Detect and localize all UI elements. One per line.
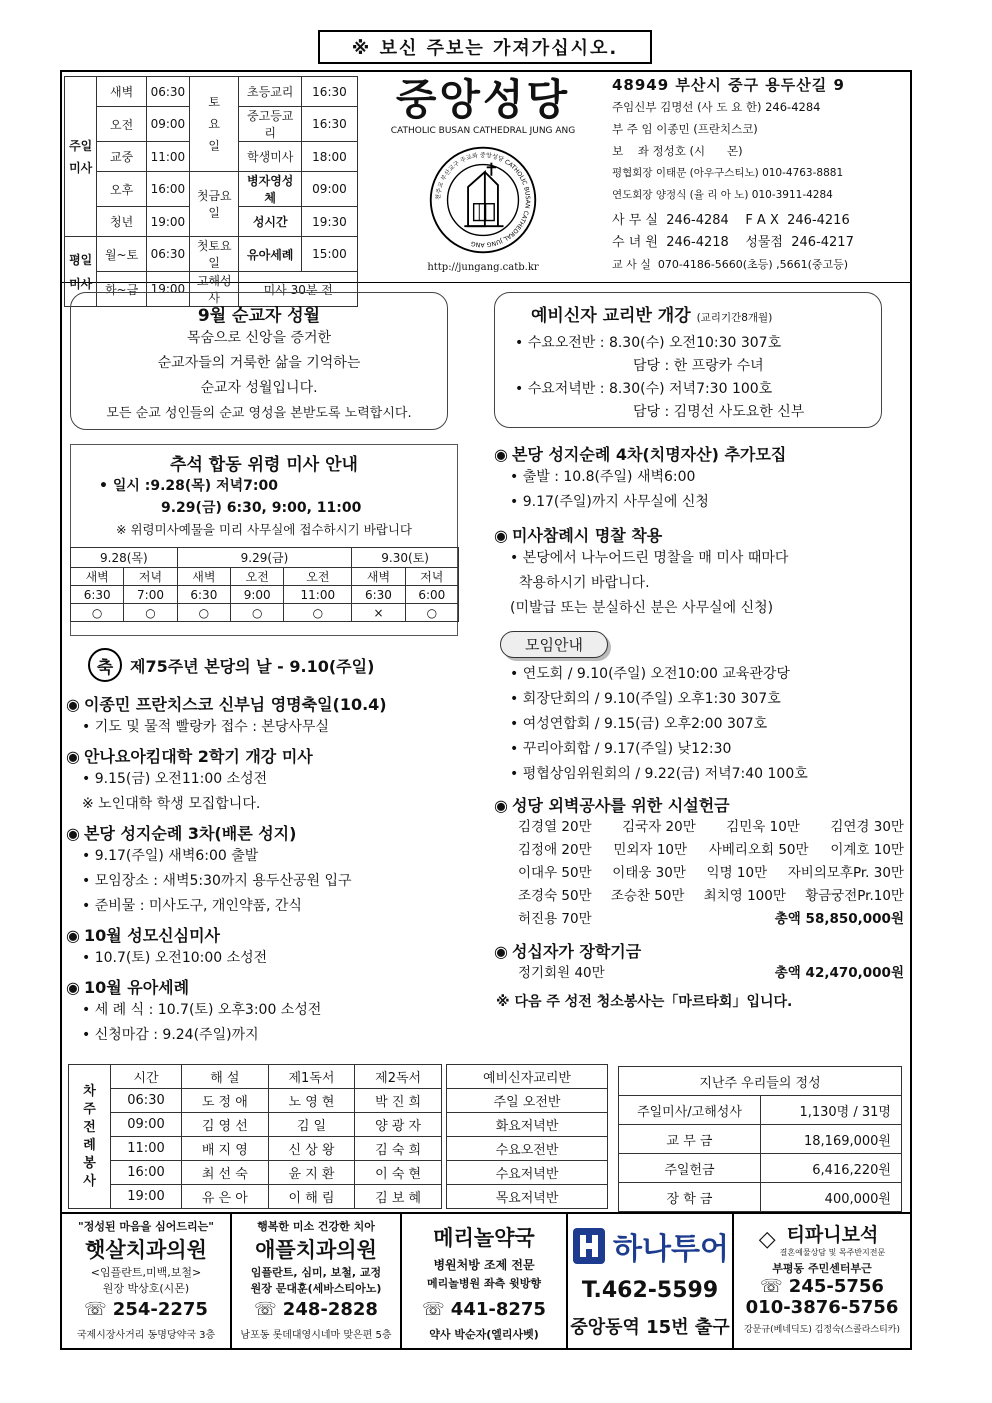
- meeting-item: • 회장단회의 / 9.10(주일) 오후1:30 307호: [510, 691, 781, 707]
- chuseok-title: 추석 합동 위령 미사 안내: [170, 455, 358, 475]
- mass-name: 병자영성체: [239, 172, 301, 207]
- slot-name: 저녁: [405, 568, 458, 586]
- contact-info: [612, 74, 908, 276]
- ad-hanatour: [568, 1214, 734, 1348]
- martyr-line: 순교자 성월입니다.: [200, 380, 318, 396]
- announcement-item: ※ 노인대학 학생 모집합니다.: [82, 796, 261, 812]
- mass-name: 오후: [97, 172, 147, 207]
- website-url[interactable]: http://jungang.catb.kr: [427, 262, 539, 273]
- announcement: [494, 442, 904, 515]
- announcement-title: 미사참례시 명찰 착용: [511, 526, 663, 545]
- mass-schedule-table: [64, 76, 358, 307]
- martyr-last-line: 모든 순교 성인들의 순교 영성을 본받도록 노력합시다.: [106, 406, 412, 421]
- slot-time: 6:30: [352, 586, 405, 604]
- ad-name: 햇살치과의원: [85, 1238, 207, 1262]
- donor: 허진용 70만: [518, 911, 592, 927]
- column-header: 제1독서: [268, 1065, 355, 1089]
- slot-mark: ○: [71, 604, 124, 622]
- church-english-name: CATHOLIC BUSAN CATHEDRAL JUNG ANG: [390, 126, 576, 136]
- announcement: [66, 975, 486, 1048]
- donor: 조승찬 50만: [610, 888, 685, 904]
- ad-owner: 메리놀병원 좌측 윗방향: [427, 1277, 541, 1290]
- column-header: 해 설: [182, 1065, 269, 1089]
- cell: 양 광 자: [355, 1113, 442, 1137]
- office-phone: 사 무 실 246-4284 F A X 246-4216: [612, 213, 850, 228]
- announcement-item: • 기도 및 물적 빨랑카 접수 : 본당사무실: [82, 719, 329, 735]
- catechumen-period: (교리기간8개월): [696, 312, 773, 324]
- first-friday-label: 첫금요일: [189, 172, 239, 237]
- cell: 배 지 영: [182, 1137, 269, 1161]
- announcement-item: (미발급 또는 분실하신 분은 사무실에 신청): [510, 600, 774, 616]
- ad-address: 약사 박순자(엘리사벳): [429, 1328, 539, 1341]
- announcement-item: • 본당에서 나누어드린 명찰을 매 미사 때마다: [510, 550, 789, 566]
- ad-owner: 원장 문대훈(세바스티아노): [250, 1282, 382, 1295]
- cell: 6,416,220원: [761, 1154, 902, 1183]
- mass-name: 초등교리: [239, 77, 301, 107]
- cell: 목요저녁반: [447, 1185, 608, 1209]
- cell: 18,169,000원: [761, 1125, 902, 1154]
- slot-time: 7:00: [124, 586, 177, 604]
- ad-name: 티파니보석: [786, 1224, 879, 1246]
- announcement-item: • 9.15(금) 오전11:00 소성전: [82, 771, 268, 787]
- announcement-title: 10월 유아세례: [83, 978, 190, 997]
- announcement: [66, 821, 486, 919]
- contact-line: 연도회장 양정식 (율 리 아 노) 010-3911-4284: [612, 189, 833, 201]
- mass-time: 06:30: [146, 77, 189, 107]
- mass-name: 오전: [97, 107, 147, 142]
- mass-name: 중고등교리: [239, 107, 301, 142]
- ad-address: 중앙동역 15번 출구: [570, 1317, 730, 1338]
- bullet-icon: ◉: [494, 526, 508, 545]
- announcement-title: 안나요아킴대학 2학기 개강 미사: [83, 747, 313, 766]
- mass-name: 학생미사: [239, 142, 301, 172]
- donor: 사베리오회 50만: [708, 842, 809, 858]
- donation-title: 성당 외벽공사를 위한 시설헌금: [511, 796, 730, 815]
- announcement-title: 본당 성지순례 3차(배론 성지): [83, 824, 297, 843]
- mass-time: 18:00: [301, 142, 357, 172]
- ad-maryknoll-pharmacy: [402, 1214, 568, 1348]
- ad-sub: 병원처방 조제 전문: [433, 1258, 535, 1272]
- bullet-icon: ◉: [66, 747, 80, 766]
- ad-apple-dental: [232, 1214, 402, 1348]
- slot-name: 오전: [284, 568, 352, 586]
- announcement-item: • 세 례 식 : 10.7(토) 오후3:00 소성전: [82, 1002, 322, 1018]
- church-seal-logo: [427, 144, 539, 256]
- mass-time: 15:00: [301, 237, 357, 272]
- donor: 민외자 10만: [613, 842, 688, 858]
- chuseok-day: 9.29(금): [177, 548, 352, 568]
- ad-owner: 부평동 주민센터부근: [772, 1262, 872, 1275]
- meeting-item: • 여성연합회 / 9.15(금) 오후2:00 307호: [510, 716, 768, 732]
- donor: 조경숙 50만: [518, 888, 592, 904]
- ad-sunshine-dental: [62, 1214, 232, 1348]
- cleaning-notice: ※ 다음 주 성전 청소봉사는「마르타회」입니다.: [496, 994, 793, 1010]
- meetings-label: 모임안내: [500, 631, 608, 658]
- donor: 이대우 50만: [518, 865, 592, 881]
- chuseok-date: 9.29(금) 6:30, 9:00, 11:00: [161, 500, 362, 516]
- bullet-icon: ◉: [66, 978, 80, 997]
- donor: 김경열 20만: [518, 819, 592, 835]
- announcement-item: • 신청마감 : 9.24(주일)까지: [82, 1027, 259, 1043]
- cell: 주일 오전반: [447, 1089, 608, 1113]
- cell: 신 상 왕: [268, 1137, 355, 1161]
- weekday-mass-label: 평일 미사: [65, 237, 97, 307]
- slot-name: 새벽: [352, 568, 405, 586]
- bullet-icon: ◉: [494, 796, 508, 815]
- donor: 자비의모후Pr. 30만: [787, 865, 904, 881]
- mass-time: 11:00: [146, 142, 189, 172]
- ad-slogan: "정성된 마음을 심어드리는": [77, 1220, 214, 1233]
- cell: 06:30: [111, 1089, 182, 1113]
- chuseok-schedule-table: [70, 547, 459, 622]
- seal-text: 천주교 부산교구 주교좌 중앙성당 CATHOLIC BUSAN CATHEDRAL JUNG ANG: [434, 152, 531, 248]
- announcement-item: • 준비물 : 미사도구, 개인약품, 간식: [82, 898, 302, 914]
- ad-sub: <임플란트,미백,보철>: [90, 1266, 202, 1279]
- mass-name: 유아세례: [239, 237, 301, 272]
- mass-time: 19:00: [146, 207, 189, 237]
- meeting-item: • 꾸리아회합 / 9.17(주일) 낮12:30: [510, 741, 732, 757]
- ad-sub: 결혼예물상담 및 목주반지전문: [779, 1248, 886, 1257]
- cell: 09:00: [111, 1113, 182, 1137]
- ad-address: 남포동 롯데대영시네마 맞은편 5층: [240, 1330, 392, 1341]
- announcement-item: 착용하시기 바랍니다.: [510, 575, 650, 591]
- martyr-title: 9월 순교자 성월: [197, 306, 321, 326]
- announcement-item: • 9.17(주일)까지 사무실에 신청: [510, 494, 709, 510]
- donor: 이계호 10만: [830, 842, 904, 858]
- cell: 이 숙 현: [355, 1161, 442, 1185]
- slot-mark: ○: [405, 604, 458, 622]
- contact-line: 주임신부 김명선 (사 도 요 한) 246-4284: [612, 100, 821, 114]
- scholarship-total: 총액 42,470,000원: [774, 965, 904, 981]
- donor: 황금궁전Pr.10만: [805, 888, 904, 904]
- convent-phone: 수 녀 원 246-4218 성물점 246-4217: [612, 235, 854, 250]
- announcement: [494, 523, 904, 621]
- chuseok-note: ※ 위령미사예물을 미리 사무실에 접수하시기 바랍니다: [116, 522, 412, 537]
- ad-name: 메리놀약국: [433, 1226, 535, 1250]
- diamond-icon: ◇: [758, 1226, 776, 1252]
- ad-phone: T.462-5599: [581, 1278, 719, 1303]
- teacher-phone: 교 사 실 070-4186-5660(초등) ,5661(중고등): [612, 258, 849, 271]
- cell: 수요저녁반: [447, 1161, 608, 1185]
- cell: 박 진 희: [355, 1089, 442, 1113]
- cell: 김 숙 희: [355, 1137, 442, 1161]
- contact-line: 평협회장 이태문 (아우구스티노) 010-4763-8881: [612, 167, 844, 179]
- mass-name: 청년: [97, 207, 147, 237]
- chuseok-day: 9.30(토): [352, 548, 459, 568]
- martyr-line: 순교자들의 거룩한 삶을 기억하는: [157, 355, 361, 371]
- ad-phone: ☏ 254-2275: [84, 1299, 208, 1320]
- cell: 11:00: [111, 1137, 182, 1161]
- ad-name: 하나투어: [613, 1232, 729, 1267]
- catechumen-class-box: [494, 292, 882, 428]
- cell: 김 보 혜: [355, 1185, 442, 1209]
- mass-name: 성시간: [239, 207, 301, 237]
- slot-name: 오전: [231, 568, 284, 586]
- slot-mark: ×: [352, 604, 405, 622]
- meeting-item: • 평협상임위원회의 / 9.22(금) 저녁7:40 100호: [510, 766, 808, 782]
- slot-mark: ○: [124, 604, 177, 622]
- mass-time: 미사 30분 전: [239, 272, 358, 307]
- slot-time: 9:00: [231, 586, 284, 604]
- slot-time: 6:30: [177, 586, 230, 604]
- meetings-list: [494, 662, 904, 787]
- catechumen-item: • 수요오전반 : 8.30(수) 오전10:30 307호: [515, 335, 782, 351]
- mass-name: 월~토: [97, 237, 147, 272]
- donor: 최치영 100만: [703, 888, 786, 904]
- column-header: 지난주 우리들의 정성: [619, 1067, 902, 1096]
- announcement-item: • 출발 : 10.8(주일) 새벽6:00: [510, 469, 696, 485]
- donor: 이태웅 30만: [612, 865, 686, 881]
- celebration-badge: 축: [88, 648, 122, 682]
- contact-line: 부 주 임 이종민 (프란치스코): [612, 122, 758, 136]
- mass-name: 교중: [97, 142, 147, 172]
- cell: 수요오전반: [447, 1137, 608, 1161]
- cell: 최 선 숙: [182, 1161, 269, 1185]
- slot-mark: ○: [177, 604, 230, 622]
- donation-total: 총액 58,850,000원: [774, 911, 904, 927]
- liturgy-service-table: [68, 1064, 442, 1209]
- catechumen-item: • 수요저녁반 : 8.30(수) 저녁7:30 100호: [515, 381, 773, 397]
- cell: 유 은 아: [182, 1185, 269, 1209]
- hanatour-logo-icon: [571, 1226, 607, 1266]
- sunday-mass-label: 주일 미사: [65, 77, 97, 237]
- martyr-month-box: [70, 292, 448, 430]
- mass-time: 19:30: [301, 207, 357, 237]
- announcement: [66, 692, 486, 740]
- cell: 1,130명 / 31명: [761, 1096, 902, 1125]
- cell: 주일미사/고해성사: [619, 1096, 761, 1125]
- saturday-label: 토 요 일: [189, 77, 239, 172]
- ad-tiffany-jewelry: [734, 1214, 910, 1348]
- offerings-table: [618, 1066, 902, 1212]
- slot-mark: ○: [231, 604, 284, 622]
- announcement-title: 본당 성지순례 4차(치명자산) 추가모집: [511, 445, 787, 464]
- cell: 주일헌금: [619, 1154, 761, 1183]
- donation-section: [494, 793, 904, 931]
- mass-name: 화~금: [97, 272, 147, 307]
- scholarship-member: 정기회원 40만: [518, 965, 605, 981]
- announcement-title: 10월 성모신심미사: [83, 926, 220, 945]
- slot-time: 11:00: [284, 586, 352, 604]
- slot-mark: ○: [284, 604, 352, 622]
- announcement: [66, 744, 486, 817]
- cell: 화요저녁반: [447, 1113, 608, 1137]
- cell: 교 무 금: [619, 1125, 761, 1154]
- catechism-class-table: [446, 1064, 608, 1209]
- mass-time: 16:30: [301, 107, 357, 142]
- mass-time: 09:00: [301, 172, 357, 207]
- column-header: 시간: [111, 1065, 182, 1089]
- slot-time: 6:30: [71, 586, 124, 604]
- donor: 익명 10만: [706, 865, 768, 881]
- chuseok-date: • 일시 :9.28(목) 저녁7:00: [99, 478, 278, 494]
- ad-phone: ☏ 248-2828: [254, 1299, 378, 1320]
- right-announcements: [494, 442, 904, 1011]
- mass-time: 19:00: [146, 272, 189, 307]
- slot-name: 새벽: [71, 568, 124, 586]
- mass-time: 16:30: [301, 77, 357, 107]
- cell: 김 영 선: [182, 1113, 269, 1137]
- ad-phone-mobile: 010-3876-5756: [745, 1297, 899, 1318]
- cell: 16:00: [111, 1161, 182, 1185]
- catechumen-teacher: 담당 : 김명선 사도요한 신부: [633, 404, 805, 420]
- mass-name: 첫토요일: [189, 237, 239, 272]
- ad-name: 애플치과의원: [255, 1238, 377, 1262]
- ad-sub: 임플란트, 심미, 보철, 교정: [250, 1266, 382, 1279]
- ad-address: 국제시장사거리 동명당약국 3층: [76, 1330, 216, 1341]
- church-address: 48949 부산시 중구 용두산길 9: [612, 76, 845, 94]
- announcement: [66, 923, 486, 971]
- column-header: 제2독서: [355, 1065, 442, 1089]
- cell: 도 정 애: [182, 1089, 269, 1113]
- church-name: 중앙성당: [395, 75, 571, 124]
- mass-name: 새벽: [97, 77, 147, 107]
- donor-list: [494, 816, 904, 931]
- catechumen-teacher: 담당 : 한 프랑카 수녀: [633, 358, 764, 374]
- donor: 김민욱 10만: [726, 819, 800, 835]
- column-header: 예비신자교리반: [447, 1065, 608, 1089]
- bullet-icon: ◉: [66, 926, 80, 945]
- bullet-icon: ◉: [66, 824, 80, 843]
- bullet-icon: ◉: [494, 942, 508, 961]
- martyr-line: 목숨으로 신앙을 증거한: [186, 330, 332, 346]
- cell: 장 학 금: [619, 1183, 761, 1212]
- cell: 19:00: [111, 1185, 182, 1209]
- donor: 김연경 30만: [830, 819, 904, 835]
- chuseok-memorial-mass-box: [70, 444, 458, 636]
- ad-phone: ☏ 245-5756: [760, 1276, 884, 1297]
- announcement-item: • 9.17(주일) 새벽6:00 출발: [82, 848, 259, 864]
- liturgy-service-label: 차 주 전 례 봉 사: [69, 1065, 111, 1209]
- scholarship-title: 성십자가 장학기금: [511, 942, 642, 961]
- slot-name: 새벽: [177, 568, 230, 586]
- contact-line: 보 좌 정성호 (시 몬): [612, 144, 743, 158]
- mass-time: 16:00: [146, 172, 189, 207]
- mass-time: 06:30: [146, 237, 189, 272]
- slot-name: 저녁: [124, 568, 177, 586]
- cell: 이 해 림: [268, 1185, 355, 1209]
- mass-name: 고해성사: [189, 272, 239, 307]
- ad-address: 강문규(베네딕도) 김정숙(스콜라스티카): [743, 1325, 900, 1335]
- ad-slogan: 행복한 미소 건강한 치아: [257, 1220, 375, 1233]
- cell: 김 일: [268, 1113, 355, 1137]
- scholarship-section: [494, 939, 904, 985]
- cell: 윤 지 환: [268, 1161, 355, 1185]
- announcement-item: • 10.7(토) 오전10:00 소성전: [82, 950, 268, 966]
- anniversary-text: 제75주년 본당의 날 - 9.10(주일): [130, 656, 375, 676]
- ad-phone: ☏ 441-8275: [422, 1299, 546, 1320]
- church-title-block: [370, 74, 596, 274]
- chuseok-day: 9.28(목): [71, 548, 178, 568]
- ad-owner: 원장 박상호(시몬): [102, 1282, 190, 1295]
- slot-time: 6:00: [405, 586, 458, 604]
- anniversary-banner: [88, 648, 486, 682]
- cell: 노 영 현: [268, 1089, 355, 1113]
- bullet-icon: ◉: [494, 445, 508, 464]
- meeting-item: • 연도회 / 9.10(주일) 오전10:00 교육관강당: [510, 666, 790, 682]
- bullet-icon: ◉: [66, 695, 80, 714]
- notice-banner: ※ 보신 주보는 가져가십시오.: [318, 30, 652, 64]
- announcement-title: 이종민 프란치스코 신부님 영명축일(10.4): [83, 695, 387, 714]
- cell: 400,000원: [761, 1183, 902, 1212]
- donor: 김정애 20만: [518, 842, 592, 858]
- catechumen-title: 예비신자 교리반 개강: [531, 306, 691, 326]
- mass-time: 09:00: [146, 107, 189, 142]
- left-announcements: [66, 648, 486, 1048]
- donor: 김국자 20만: [622, 819, 696, 835]
- announcement-item: • 모임장소 : 새벽5:30까지 용두산공원 입구: [82, 873, 352, 889]
